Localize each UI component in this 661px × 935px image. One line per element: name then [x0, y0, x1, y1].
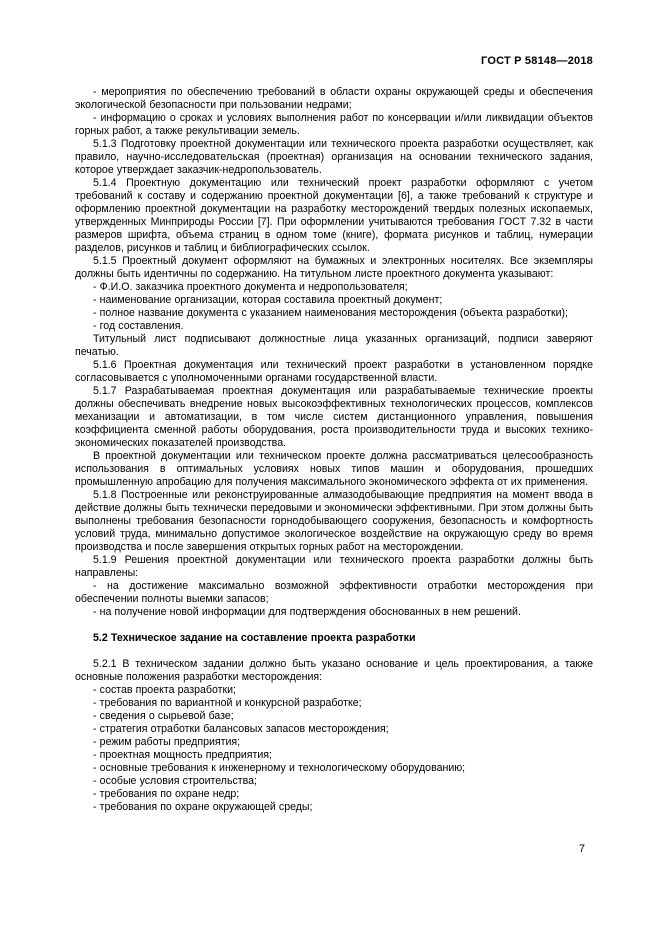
paragraph: - особые условия строительства; — [93, 775, 257, 787]
paragraph: - требования по охране недр; — [93, 788, 240, 800]
paragraph: - состав проекта разработки; — [93, 684, 236, 696]
paragraph: 5.1.5 Проектный документ оформляют на бумажных и электронных носителях. Все экземпляры должны быть идентичны по содержанию. На титульном листе проектного документа указывают: — [75, 255, 593, 280]
paragraph: 5.1.3 Подготовку проектной документации или технического проекта разработки осуществляет, как правило, научно-исследовательская (проектная) организация на основании технического задания, которое утверждает заказчик-недропользователь. — [75, 138, 593, 176]
paragraph: 5.1.8 Построенные или реконструированные алмазодобывающие предприятия на момент ввода в действие должны быть технически передовыми и экономически эффективными. При этом должны быть выполнены требования безопасности горнодобывающего сооружения, безопасность и комфортность условий труда, минимально допустимое экологическое воздействие на окружающую среду во время производства и после завершения открытых горных работ на месторождении. — [75, 489, 593, 553]
paragraph: - на получение новой информации для подтверждения обоснованных в нем решений. — [93, 606, 521, 618]
document-header — [75, 55, 593, 67]
paragraph: - стратегия отработки балансовых запасов месторождения; — [93, 723, 389, 735]
paragraph: - наименование организации, которая составила проектный документ; — [93, 294, 443, 306]
doc-code: ГОСТ Р 58148—2018 — [481, 55, 593, 67]
paragraph: - требования по охране окружающей среды; — [93, 801, 313, 813]
paragraph: - год составления. — [93, 320, 184, 332]
paragraph: 5.1.7 Разрабатываемая проектная документация или разрабатываемые технические проекты должны обеспечивать внедрение новых высокоэффективных технологических процессов, комплексов механизации и автоматизации, в том числе систем дистанционного управления, повышения коэффициента сменной работы оборудования, роста производительности труда и высоких технико-экономических показателей производства. — [75, 385, 593, 449]
paragraph: - режим работы предприятия; — [93, 736, 241, 748]
page-number: 7 — [578, 843, 585, 855]
document-footer — [75, 843, 585, 855]
paragraph: 5.2.1 В техническом задании должно быть указано основание и цель проектирования, а также основные положения разработки месторождения: — [75, 658, 593, 683]
paragraph: - требования по вариантной и конкурсной разработке; — [93, 697, 362, 709]
section-heading: 5.2 Техническое задание на составление проекта разработки — [93, 632, 416, 644]
paragraph: - сведения о сырьевой базе; — [93, 710, 234, 722]
paragraph: 5.1.4 Проектную документацию или технический проект разработки оформляют с учетом требований к составу и содержанию проектной документации [6], а также требований к структуре и оформлению проектной документации на разработку месторождений твердых полезных ископаемых, утвержденных Минприроды России [7]. При оформлении учитываются требования ГОСТ 7.32 в части размеров шрифта, объема страниц в одном томе (книге), формата рисунков и таблиц, нумерации разделов, рисунков и таблиц и библиографических ссылок. — [75, 177, 593, 254]
paragraph: В проектной документации или техническом проекте должна рассматриваться целесообразность использования в оптимальных условиях новых типов машин и оборудования, прошедших промышленную апробацию для получения максимального экономического эффекта от их применения. — [75, 450, 593, 488]
paragraph: - Ф.И.О. заказчика проектного документа и недропользователя; — [93, 281, 408, 293]
document-body — [75, 86, 593, 814]
paragraph: - мероприятия по обеспечению требований в области охраны окружающей среды и обеспечения экологической безопасности при пользовании недрами; — [75, 86, 593, 111]
paragraph: - на достижение максимально возможной эффективности отработки месторождения при обеспечении полноты выемки запасов; — [75, 580, 593, 605]
paragraph: 5.1.9 Решения проектной документации или технического проекта разработки должны быть направлены: — [75, 554, 593, 579]
paragraph: - информацию о сроках и условиях выполнения работ по консервации и/или ликвидации объектов горных работ, а также рекультивации земель. — [75, 112, 593, 137]
paragraph: - основные требования к инженерному и технологическому оборудованию; — [93, 762, 466, 774]
paragraph: Титульный лист подписывают должностные лица указанных организаций, подписи заверяют печатью. — [75, 333, 593, 358]
paragraph: 5.1.6 Проектная документация или технический проект разработки в установленном порядке согласовывается с уполномоченными органами государственной власти. — [75, 359, 593, 384]
paragraph: - полное название документа с указанием наименования месторождения (объекта разработки); — [93, 307, 568, 319]
paragraph: - проектная мощность предприятия; — [93, 749, 272, 761]
